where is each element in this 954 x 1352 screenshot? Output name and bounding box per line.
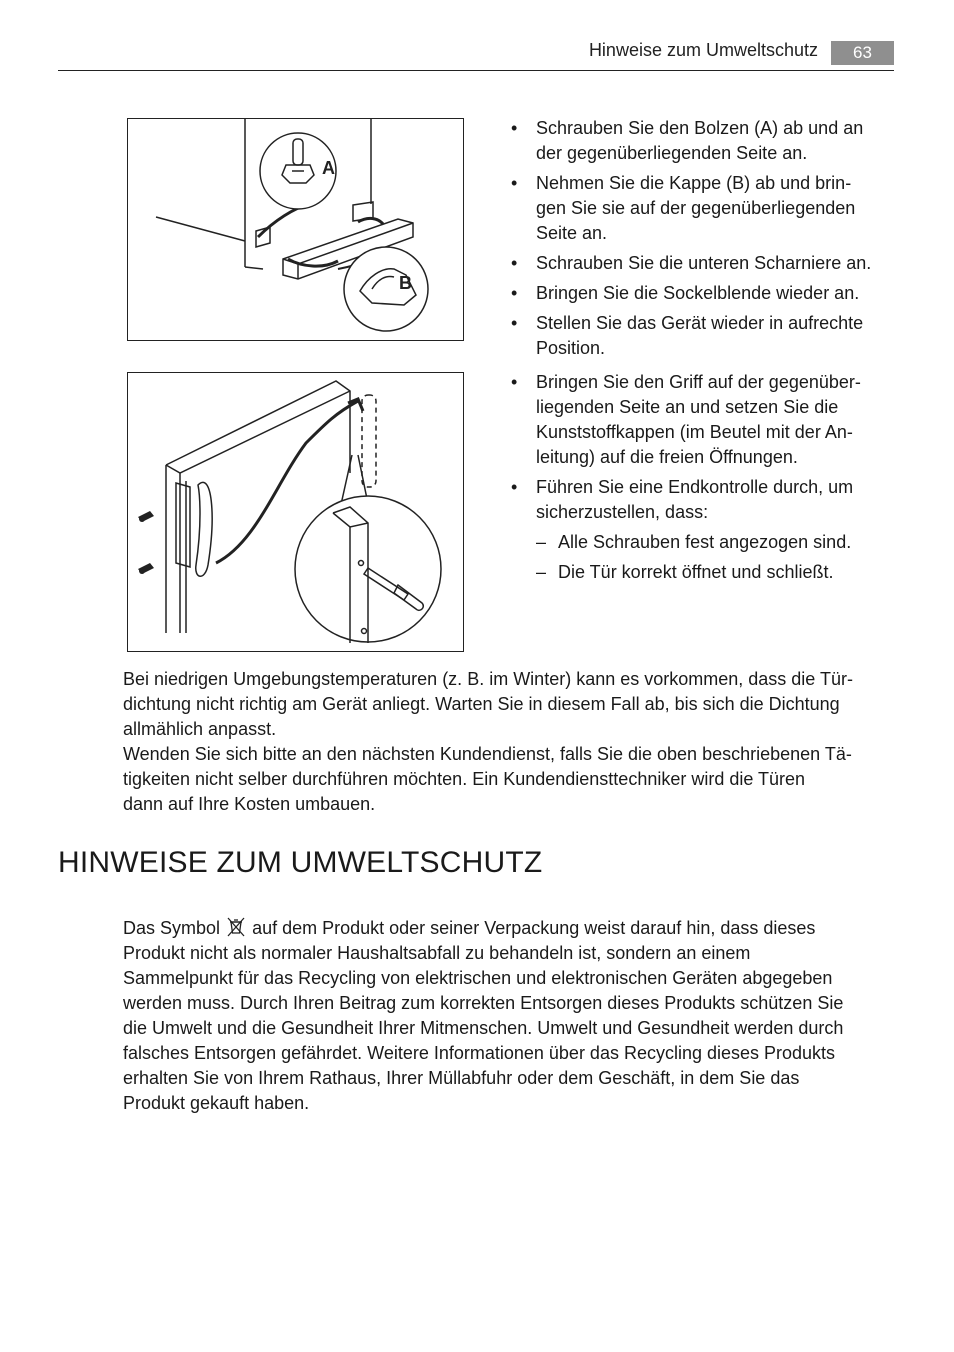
- handle-illustration: [127, 372, 464, 652]
- callout-a-label: A: [322, 158, 335, 178]
- step-text-line: Stellen Sie das Gerät wieder in aufrechte: [536, 313, 864, 333]
- step-item: [508, 370, 900, 470]
- handle-drawing: [128, 373, 463, 651]
- step-text-line: Nehmen Sie die Kappe (B) ab und brin-: [536, 173, 852, 193]
- step-item: [508, 251, 900, 276]
- paragraph-line: die Umwelt und die Gesundheit Ihrer Mitmenschen. Umwelt und Gesundheit werden durch: [123, 1018, 844, 1038]
- header-divider: [58, 70, 894, 71]
- paragraph-line: Produkt gekauft haben.: [123, 1093, 310, 1113]
- step-item: [508, 116, 900, 166]
- paragraph-line: dichtung nicht richtig am Gerät anliegt. Warten Sie in diesem Fall ab, bis sich die Dichtung: [123, 694, 840, 714]
- paragraph-low-temperature: [123, 667, 903, 742]
- step-text-line: Kunststoffkappen (im Beutel mit der An-: [536, 422, 853, 442]
- bullet-glyph: •: [511, 283, 518, 303]
- steps-list-hinges: [508, 116, 900, 366]
- step-text-line: sicherzustellen, dass:: [536, 502, 709, 522]
- page-number-badge: 63: [831, 41, 894, 65]
- hinge-illustration: [127, 118, 464, 341]
- crossed-bin-icon: [227, 917, 245, 937]
- step-item: [508, 281, 900, 306]
- bullet-glyph: •: [511, 253, 518, 273]
- sub-step-item: [508, 560, 900, 585]
- paragraph-line: Produkt nicht als normaler Haushaltsabfall zu behandeln ist, sondern an einem: [123, 943, 751, 963]
- callout-b-label: B: [399, 273, 412, 293]
- step-text-line: Bringen Sie die Sockelblende wieder an.: [536, 283, 860, 303]
- step-text-line: Schrauben Sie die unteren Scharniere an.: [536, 253, 872, 273]
- step-item: [508, 171, 900, 246]
- step-text-line: der gegenüberliegenden Seite an.: [536, 143, 808, 163]
- paragraph-line: Wenden Sie sich bitte an den nächsten Kundendienst, falls Sie die oben beschriebenen Tä-: [123, 744, 852, 764]
- step-text-line: Bringen Sie den Griff auf der gegenüber-: [536, 372, 861, 392]
- sub-step-text: Alle Schrauben fest angezogen sind.: [558, 532, 852, 552]
- text-after-icon: auf dem Produkt oder seiner Verpackung weist darauf hin, dass dieses: [252, 918, 816, 938]
- sub-step-text: Die Tür korrekt öffnet und schließt.: [558, 562, 834, 582]
- bullet-glyph: •: [511, 173, 518, 193]
- running-header-title: Hinweise zum Umweltschutz: [588, 40, 818, 60]
- paragraph-line: Bei niedrigen Umgebungstemperaturen (z. B. im Winter) kann es vorkommen, dass die Tür-: [123, 669, 853, 689]
- step-text-line: Seite an.: [536, 223, 608, 243]
- paragraph-line: werden muss. Durch Ihren Beitrag zum korrekten Entsorgen dieses Produkts schützen Sie: [123, 993, 844, 1013]
- text-before-icon: Das Symbol: [123, 918, 221, 938]
- section-heading: HINWEISE ZUM UMWELTSCHUTZ: [58, 846, 543, 879]
- bullet-glyph: •: [511, 118, 518, 138]
- paragraph-environment-first-line: [123, 916, 903, 941]
- dash-glyph: –: [536, 532, 547, 552]
- steps-list-handle: [508, 370, 900, 590]
- bullet-glyph: •: [511, 313, 518, 333]
- sub-step-item: [508, 530, 900, 555]
- paragraph-line: dann auf Ihre Kosten umbauen.: [123, 794, 376, 814]
- step-text-line: Position.: [536, 338, 606, 358]
- step-text-line: leitung) auf die freien Öffnungen.: [536, 447, 798, 467]
- step-text-line: Führen Sie eine Endkontrolle durch, um: [536, 477, 854, 497]
- paragraph-line: erhalten Sie von Ihrem Rathaus, Ihrer Müllabfuhr oder dem Geschäft, in dem Sie das: [123, 1068, 800, 1088]
- paragraph-line: tigkeiten nicht selber durchführen möchten. Ein Kundendiensttechniker wird die Türen: [123, 769, 806, 789]
- bullet-glyph: •: [511, 372, 518, 392]
- callout-b-circle: [344, 247, 428, 331]
- bullet-glyph: •: [511, 477, 518, 497]
- paragraph-environment: [123, 916, 903, 1116]
- step-item: [508, 311, 900, 361]
- paragraph-customer-service: [123, 742, 903, 817]
- step-text-line: Schrauben Sie den Bolzen (A) ab und an: [536, 118, 864, 138]
- step-item: [508, 475, 900, 525]
- step-text-line: liegenden Seite an und setzen Sie die: [536, 397, 839, 417]
- paragraph-line: falsches Entsorgen gefährdet. Weitere Informationen über das Recycling dieses Produkts: [123, 1043, 836, 1063]
- hinge-drawing: [128, 119, 463, 340]
- dash-glyph: –: [536, 562, 547, 582]
- step-text-line: gen Sie sie auf der gegenüberliegenden: [536, 198, 856, 218]
- paragraph-line: Sammelpunkt für das Recycling von elektrischen und elektronischen Geräten abgegeben: [123, 968, 833, 988]
- paragraph-line: allmählich anpasst.: [123, 719, 277, 739]
